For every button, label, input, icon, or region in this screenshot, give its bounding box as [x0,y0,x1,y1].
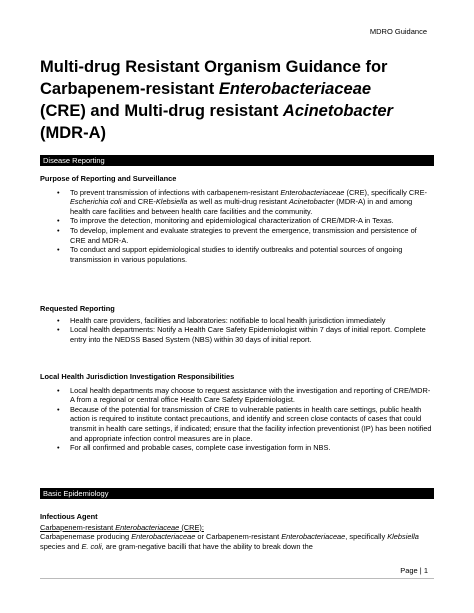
local-heading: Local Health Jurisdiction Investigation Responsibilities [40,372,235,381]
requested-section [40,304,434,344]
purpose-section [40,174,434,264]
title-line-1: Multi-drug Resistant Organism Guidance for [40,58,388,76]
title-line-4: (MDR-A) [40,124,106,142]
section-bar-basic-epidemiology: Basic Epidemiology [40,488,434,499]
running-header: MDRO Guidance [369,27,427,36]
requested-list [40,316,434,345]
footer-divider [40,578,434,579]
list-item: • Health care providers, facilities and laboratories: notifiable to local health jurisdiction immediately [70,316,434,326]
requested-heading: Requested Reporting [40,304,115,313]
list-item: • Local health departments may choose to request assistance with the investigation and reporting of CRE/MDR-A from a regional or central office Health Care Safety Epidemiologist. [70,386,434,405]
list-item: • To improve the detection, monitoring and epidemiological characterization of CRE/MDR-A in Texas. [70,216,434,226]
infectious-agent-heading: Infectious Agent [40,512,98,521]
list-item: • To develop, implement and evaluate strategies to prevent the emergence, transmission and persistence of CRE and MDR-A. [70,226,434,245]
cre-subheading: Carbapenem-resistant Enterobacteriaceae (CRE): [40,522,204,532]
list-item: • To conduct and support epidemiological studies to identify outbreaks and potential sources of ongoing transmission in various populations. [70,245,434,264]
purpose-list [40,188,434,265]
page-number: Page | 1 [400,566,428,575]
epi-paragraph: Carbapenemase producing Enterobacteriaceae or Carbapenem-resistant Enterobacteriaceae, specifically Klebsiella species and E. coli, are gram-negative bacilli that have the ability to break down the [40,532,419,551]
epi-section [40,512,434,551]
document-title [40,56,440,144]
list-item: • For all confirmed and probable cases, complete case investigation form in NBS. [70,443,434,453]
title-line-2: Carbapenem-resistant Enterobacteriaceae [40,80,372,98]
purpose-heading: Purpose of Reporting and Surveillance [40,174,177,183]
list-item: • Local health departments: Notify a Health Care Safety Epidemiologist within 7 days of initial report. Complete entry into the NEDSS Based System (NBS) within 30 days of initial report. [70,325,434,344]
local-list [40,386,434,453]
list-item: • Because of the potential for transmission of CRE to vulnerable patients in health care settings, public health action is required to institute contact precautions, and identify and screen close contacts of cases that could transmit in health care settings, if indicated; ensure that the facility infection preventionist (IP) has been notified and appropriate infection control measures are in place. [70,405,434,443]
title-line-3: (CRE) and Multi-drug resistant Acinetobacter [40,102,393,120]
local-section [40,372,434,453]
section-bar-disease-reporting: Disease Reporting [40,155,434,166]
list-item: • To prevent transmission of infections with carbapenem-resistant Enterobacteriaceae (CRE), specifically CRE-Escherichia coli and CRE-Klebsiella as well as multi-drug resistant Acinetobacter (MDR-A) in and among health care facilities and between health care facilities and the community. [70,188,434,217]
